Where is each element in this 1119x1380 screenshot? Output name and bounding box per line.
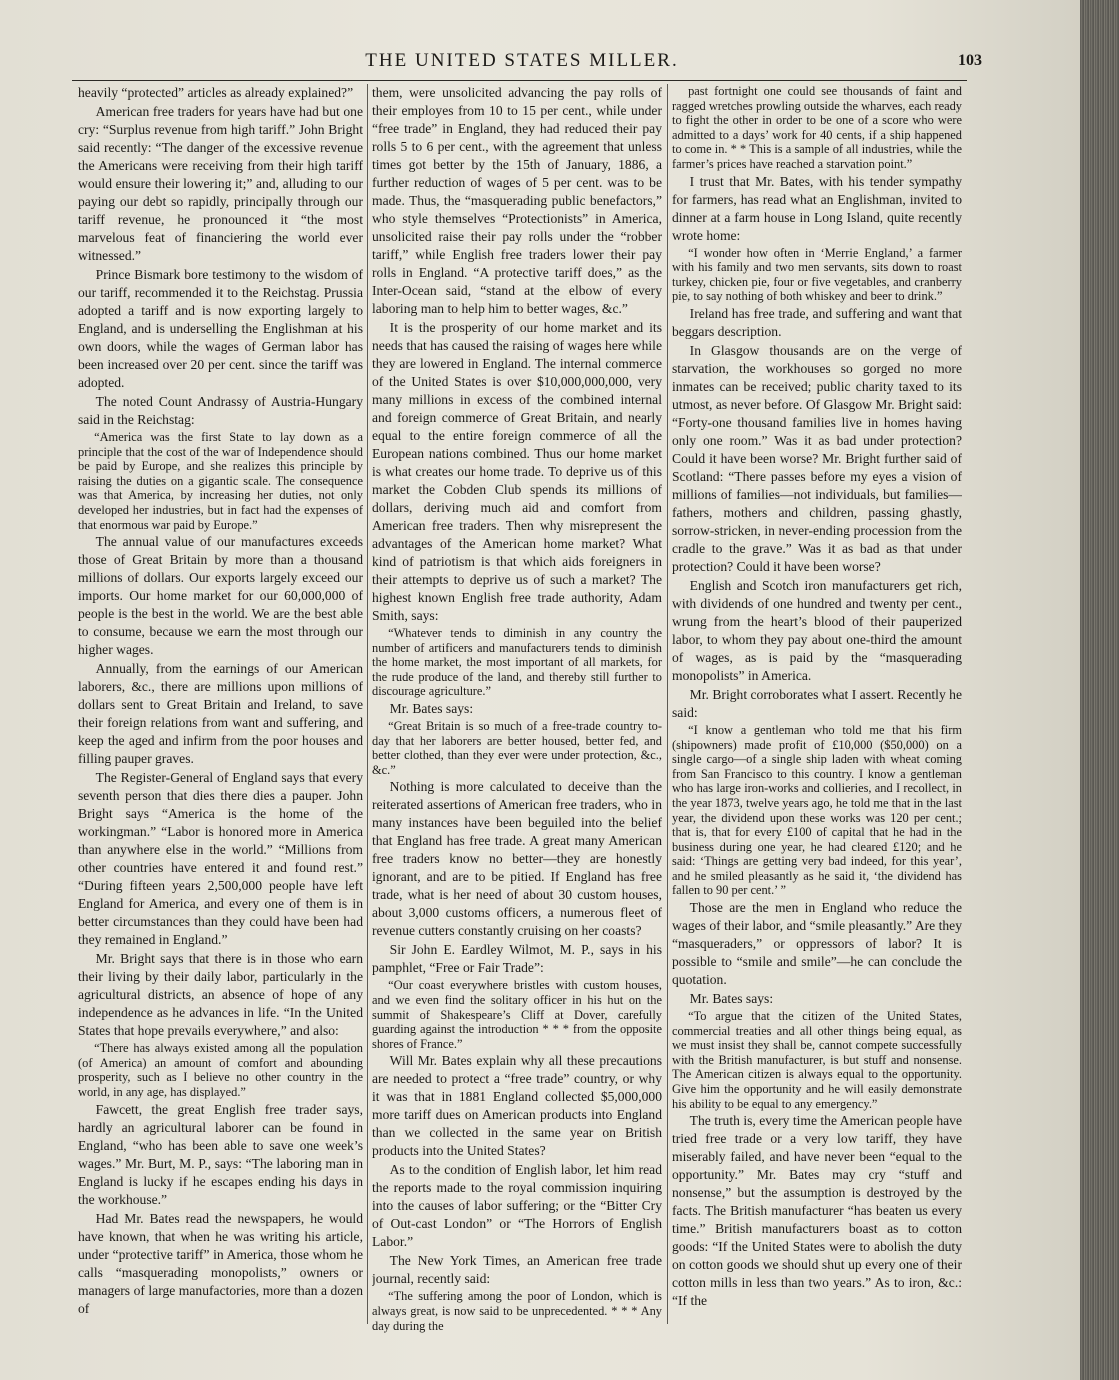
quoted-paragraph: “Great Britain is so much of a free-trade country to-day that her laborers are better housed, better fed, and better clothed, than they ever were under protection, &c., &c.” xyxy=(372,718,662,777)
quoted-paragraph: “To argue that the citizen of the United States, commercial treaties and all other things being equal, as we must insist they shall be, cannot compete successfully with the British manufacturer, is but stuff and nonsense. The American citizen is always equal to the opportunity. Give him the opportunity and he will easily demonstrate his ability to be equal to any emergency.” xyxy=(672,1009,962,1111)
paragraph: Annually, from the earnings of our American laborers, &c., there are millions upon millions of dollars sent to Great Britain and Ireland, to save their foreign relations from want and suffering, and keep the aged and infirm from the poor houses and filling pauper graves. xyxy=(78,661,363,767)
paragraph: English and Scotch iron manufacturers get rich, with dividends of one hundred and twenty per cent., wrung from the heart’s blood of their pauperized labor, to whom they pay about one-third the amount of wages, as is paid by the “masquerading monopolists” in America. xyxy=(672,577,962,683)
text-column-2 xyxy=(372,84,662,1366)
quoted-paragraph: “There has always existed among all the population (of America) an amount of comfort and abounding prosperity, such as I believe no other country in the world, in any age, has displayed.” xyxy=(78,1041,363,1099)
book-spine xyxy=(1080,0,1119,1380)
column-divider xyxy=(667,84,668,1324)
text-column-3 xyxy=(672,84,962,1366)
paragraph: Prince Bismark bore testimony to the wisdom of our tariff, recommended it to the Reichstag. Prussia adopted a tariff and is now exporting largely to England, and is underselling the Englishman at his own doors, while the wages of German labor has been increased over 20 per cent. since the tariff was adopted. xyxy=(78,267,363,390)
quoted-paragraph: “I wonder how often in ‘Merrie England,’ a farmer with his family and two men servants, sits down to roast turkey, chicken pie, four or five vegetables, and cranberry pie, to say nothing of both whiskey and beer to drink.” xyxy=(672,245,962,304)
paragraph: The New York Times, an American free trade journal, recently said: xyxy=(372,1253,662,1287)
quoted-paragraph: “I know a gentleman who told me that his firm (shipowners) made profit of £10,000 ($50,000) on a single cargo—of a single ship laden with wheat coming from San Francisco to this country. I know a gentleman who has large iron-works and collieries, and I recollect, in the year 1873, twelve years ago, he told me that in the last year, the dividend upon these works was 120 per cent.; that is, that for every £100 of capital that he had in the business during one year, he had cleared £120; and he said: ‘Things are getting very bad indeed, for this year’, and he smiled pleasantly as he said it, ‘the dividend has fallen to 90 per cent.’ ” xyxy=(672,722,962,898)
paragraph: them, were unsolicited advancing the pay rolls of their employes from 10 to 15 per cent., while under “free trade” in England, they had reduced their pay rolls 5 to 6 per cent., with the agreement that unless times got better by the 15th of January, 1886, a further reduction of wages of 5 per cent. was to be made. Thus, the “masquerading public benefactors,” who style themselves “Protectionists” in America, unsolicited raise their pay rolls under the “robber tariff,” while English free traders lower their pay rolls in England. “A protective tariff does,” as the Inter-Ocean said, “stand at the elbow of every laboring man to help him to better wages, &c.” xyxy=(372,85,662,316)
paragraph: American free traders for years have had but one cry: “Surplus revenue from high tariff.” John Bright said recently: “The danger of the excessive revenue the Americans were receiving from their high tariff would ensure their lowering it;” and, alluding to our paying our debt so rapidly, principally through our tariff revenue, he pronounced it “the most marvelous feat of financiering the world ever witnessed.” xyxy=(78,104,363,263)
quoted-paragraph: “Whatever tends to diminish in any country the number of artificers and manufacturers tends to diminish the home market, the most important of all markets, for the rude produce of the land, and thereby still further to discourage agriculture.” xyxy=(372,626,662,699)
header-rule xyxy=(72,80,967,81)
column-divider xyxy=(367,84,368,1324)
paragraph: Mr. Bates says: xyxy=(689,991,774,1007)
text-column-1 xyxy=(78,84,363,1366)
paragraph: Mr. Bright corroborates what I assert. Recently he said: xyxy=(672,686,962,720)
quoted-paragraph: past fortnight one could see thousands of faint and ragged wretches prowling outside the wharves, each ready to fight the other in order to be one of a score who were admitted to a days’ work for 40 cents, if a ship happened to come in. * * This is a sample of all industries, while the farmer’s prices have reached a starvation point.” xyxy=(672,84,962,171)
paragraph: Mr. Bright says that there is in those who earn their living by their daily labor, particularly in the agricultural districts, an absence of hope of any independence as he advances in life. “In the United States that hope prevails everywhere,” and also: xyxy=(78,951,363,1039)
paragraph: As to the condition of English labor, let him read the reports made to the royal commission inquiring into the causes of labor suffering; or the “Bitter Cry of Out-cast London” or “The Horrors of English Labor.” xyxy=(372,1162,662,1250)
paragraph: Had Mr. Bates read the newspapers, he would have known, that when he was writing his article, under “protective tariff” in America, those whom he calls “masquerading monopolists,” owners or managers of large manufactories, more than a dozen of xyxy=(78,1210,363,1316)
paragraph: heavily “protected” articles as already explained?” xyxy=(78,85,354,100)
paragraph: The Register-General of England says that every seventh person that dies there dies a pauper. John Bright says “America is the home of the workingman.” “Labor is honored more in America than anywhere else in the world.” “Millions from other countries have entered it and found rest.” “During fifteen years 2,500,000 people have left England for America, and every one of them is in better circumstances than they could have been had they remained in England.” xyxy=(78,770,363,948)
quoted-paragraph: “The suffering among the poor of London, which is always great, is now said to be unprecedented. * * * Any day during the xyxy=(372,1289,662,1333)
quoted-paragraph: “Our coast everywhere bristles with custom houses, and we even find the solitary officer in his hut on the summit of Shakespeare’s Cliff at Dover, carefully guarding against the introduction * * * from the opposite shores of France.” xyxy=(372,978,662,1051)
paragraph: The truth is, every time the American people have tried free trade or a very low tariff, they have miserably failed, and have never been “equal to the opportunity.” Mr. Bates may cry “stuff and nonsense,” but the assumption is destroyed by the facts. The British manufacturer “has beaten us every time.” British manufacturers boast as to cotton goods: “If the United States were to abolish the duty on cotton goods we should shut up every one of their cotton mills in less than two years.” As to iron, &c.: “If the xyxy=(672,1113,962,1309)
paragraph: Those are the men in England who reduce the wages of their labor, and “smile pleasantly.” Are they “masqueraders,” or oppressors of labor? It is possible to “smile and smile”—he can conclude the quotation. xyxy=(672,900,962,988)
page-number: 103 xyxy=(958,52,982,69)
paragraph: I trust that Mr. Bates, with his tender sympathy for farmers, has read what an Englishman, invited to dinner at a farm house in Long Island, quite recently wrote home: xyxy=(672,173,962,243)
page-header xyxy=(72,50,982,76)
paragraph: It is the prosperity of our home market and its needs that has caused the raising of wages here while they are lowered in England. The internal commerce of the United States is over $10,000,000,000, very many millions in excess of the combined internal and foreign commerce of Great Britain, and nearly equal to the entire foreign commerce of all the European nations combined. Thus our home market is what creates our home trade. To deprive us of this market the Cobden Club spends its millions of dollars, deriving much aid and comfort from American free traders. Then why misrepresent the advantages of the American home market? What kind of patriotism is that which aids foreigners in their attempts to deprive us of such a market? The highest known English free trade authority, Adam Smith, says: xyxy=(372,320,662,623)
paragraph: In Glasgow thousands are on the verge of starvation, the workhouses so gorged no more inmates can be received; public charity taxed to its utmost, as never before. Of Glasgow Mr. Bright said: “Forty-one thousand families live in homes having only one room.” Was it as bad under protection? Could it have been worse? Mr. Bright further said of Scotland: “There passes before my eyes a vision of millions of families—not individuals, but families—fathers, mothers and children, passing ghastly, sorrow-stricken, in never-ending procession from the cradle to the grave.” Was it as bad as that under protection? Could it have been worse? xyxy=(672,342,962,574)
paragraph: The annual value of our manufactures exceeds those of Great Britain by more than a thousand millions of dollars. Our exports largely exceed our imports. Our home market for our 60,000,000 of people is the best in the world. We are the best able to consume, because we earn the most through our higher wages. xyxy=(78,534,363,658)
quoted-paragraph: “America was the first State to lay down as a principle that the cost of the war of Independence should be paid by Europe, and she realizes this principle by raising the duties on a gigantic scale. The consequence was that America, by increasing her duties, not only developed her industries, but in fact had the expenses of that enormous war paid by Europe.” xyxy=(78,430,363,532)
paragraph: Fawcett, the great English free trader says, hardly an agricultural laborer can be found in England, “who has been able to save one week’s wages.” Mr. Burt, M. P., says: “The laboring man in England is lucky if he escapes ending his days in the workhouse.” xyxy=(78,1101,363,1207)
paragraph: Mr. Bates says: xyxy=(389,700,474,716)
paragraph: Nothing is more calculated to deceive than the reiterated assertions of American free traders, who in many instances have been beguiled into the belief that England has free trade. A great many American free traders know no better—they are honestly ignorant, and are to be pitied. If England has free trade, what is her need of about 30 custom houses, about 3,000 customs officers, a numerous fleet of revenue cutters constantly cruising on her coasts? xyxy=(372,779,662,939)
paragraph: The noted Count Andrassy of Austria-Hungary said in the Reichstag: xyxy=(78,394,363,427)
running-title: THE UNITED STATES MILLER. xyxy=(365,50,679,71)
paragraph: Sir John E. Eardley Wilmot, M. P., says in his pamphlet, “Free or Fair Trade”: xyxy=(372,942,662,976)
paragraph: Ireland has free trade, and suffering and want that beggars description. xyxy=(672,305,962,339)
paragraph: Will Mr. Bates explain why all these precautions are needed to protect a “free trade” country, or why it was that in 1881 England collected $5,000,000 more tariff dues on American products into England than we collected in the same year on British products into the United States? xyxy=(372,1053,662,1159)
